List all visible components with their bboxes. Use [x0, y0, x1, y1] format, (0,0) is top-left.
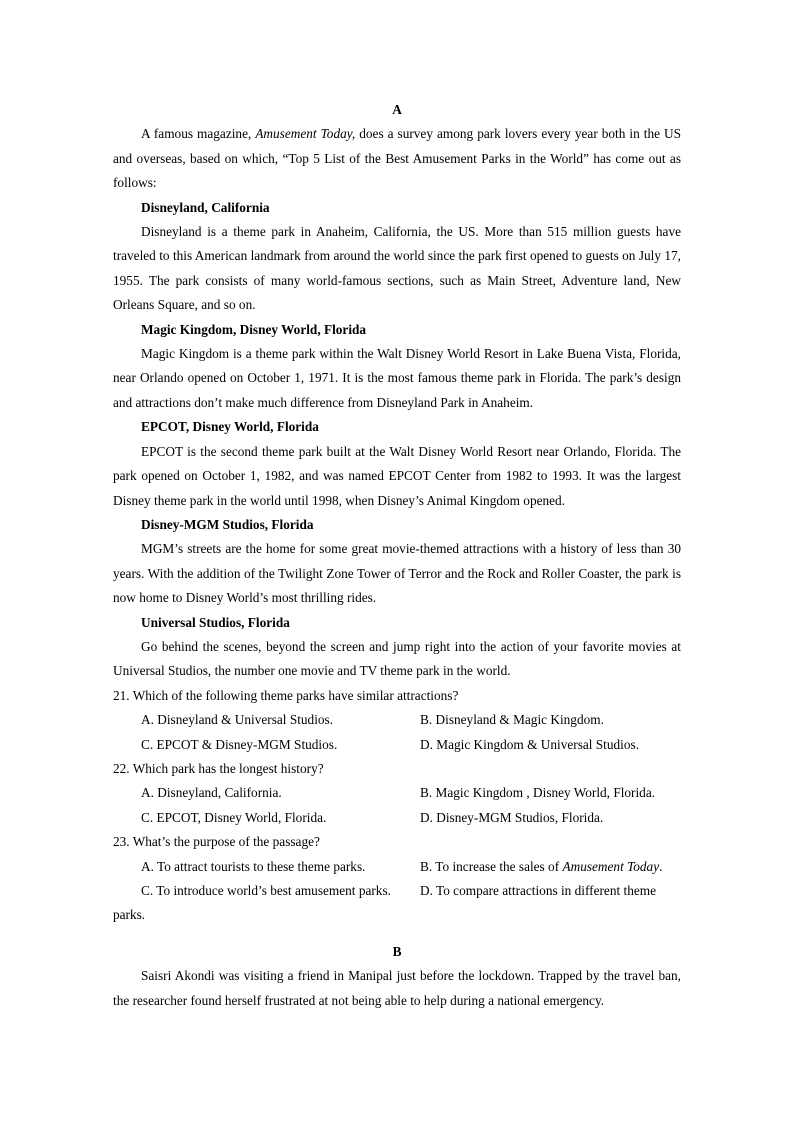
- option-row: [113, 806, 681, 830]
- magazine-name: Amusement Today: [562, 858, 660, 874]
- park-description: Go behind the scenes, beyond the screen and jump right into the action of your favorite movies at Universal Studios, the number one movie and TV theme park in the world.: [113, 638, 681, 679]
- option-row: [113, 733, 681, 757]
- park-title: Magic Kingdom, Disney World, Florida: [141, 321, 367, 337]
- option-d: D. Disney-MGM Studios, Florida.: [420, 809, 604, 825]
- park-description: Disneyland is a theme park in Anaheim, California, the US. More than 515 million guests have traveled to this American landmark from around the world since the park first opened to guests on July 17, 1955. The park consists of many world-famous sections, such as Main Street, Adventure land, New Orleans Square, and so on.: [113, 224, 681, 313]
- question-stem: 22. Which park has the longest history?: [113, 760, 324, 776]
- option-row: [113, 879, 681, 903]
- question-stem: 21. Which of the following theme parks have similar attractions?: [113, 687, 459, 703]
- option-c: C. EPCOT & Disney-MGM Studios.: [141, 736, 338, 752]
- section-a-label: A: [392, 102, 402, 117]
- park-description: Magic Kingdom is a theme park within the Walt Disney World Resort in Lake Buena Vista, Florida, near Orlando opened on October 1, 1971. It is the most famous theme park in Florida. The park’s design and attractions don’t make much difference from Disneyland Park in Anaheim.: [113, 346, 681, 410]
- option-c: C. To introduce world’s best amusement parks.: [141, 883, 391, 898]
- option-a: A. Disneyland, California.: [141, 785, 282, 801]
- park-description: EPCOT is the second theme park built at the Walt Disney World Resort near Orlando, Florida. The park opened on October 1, 1982, and was named EPCOT Center from 1982 to 1993. It was the largest Disney theme park in the world until 1998, when Disney’s Animal Kingdom opened.: [113, 443, 681, 508]
- option-row: [113, 708, 681, 732]
- option-c: C. EPCOT, Disney World, Florida.: [141, 809, 327, 825]
- question-stem: 23. What’s the purpose of the passage?: [113, 834, 320, 850]
- park-title: Disney-MGM Studios, Florida: [141, 516, 314, 532]
- intro-text-rest: does a survey among park lovers every year both in the US and overseas, based on which, “Top 5 List of the Best Amusement Parks in the World” has come out as follows:: [113, 126, 681, 191]
- park-title: Disneyland, California: [141, 199, 270, 215]
- option-b: B. Magic Kingdom , Disney World, Florida.: [420, 785, 656, 801]
- section-b-paragraph: Saisri Akondi was visiting a friend in Manipal just before the lockdown. Trapped by the travel ban, the researcher found herself frustrated at not being able to help during a national emergency.: [113, 968, 681, 1008]
- option-b: B. Disneyland & Magic Kingdom.: [420, 712, 604, 728]
- option-a: A. Disneyland & Universal Studios.: [141, 712, 334, 728]
- park-title: EPCOT, Disney World, Florida: [141, 419, 319, 435]
- intro-text: A famous magazine,: [141, 126, 256, 142]
- park-description: MGM’s streets are the home for some great movie-themed attractions with a history of less than 30 years. With the addition of the Twilight Zone Tower of Terror and the Rock and Roller Coaster, the park is now home to Disney World’s most thrilling rides.: [113, 541, 681, 606]
- park-title: Universal Studios, Florida: [141, 614, 290, 630]
- document-page: [113, 96, 681, 1013]
- option-row: [113, 781, 681, 805]
- intro-paragraph: [113, 122, 681, 195]
- option-d: D. Magic Kingdom & Universal Studios.: [420, 736, 640, 752]
- option-b: [420, 855, 681, 879]
- option-d-continuation: parks.: [113, 907, 146, 923]
- option-d: D. To compare attractions in different theme: [420, 883, 656, 898]
- magazine-name: Amusement Today,: [255, 126, 356, 142]
- option-b-end: .: [659, 858, 663, 874]
- option-a: A. To attract tourists to these theme parks.: [141, 858, 366, 874]
- option-b-text: B. To increase the sales of: [420, 858, 563, 874]
- section-b-label: B: [392, 943, 402, 959]
- option-row: [113, 855, 681, 879]
